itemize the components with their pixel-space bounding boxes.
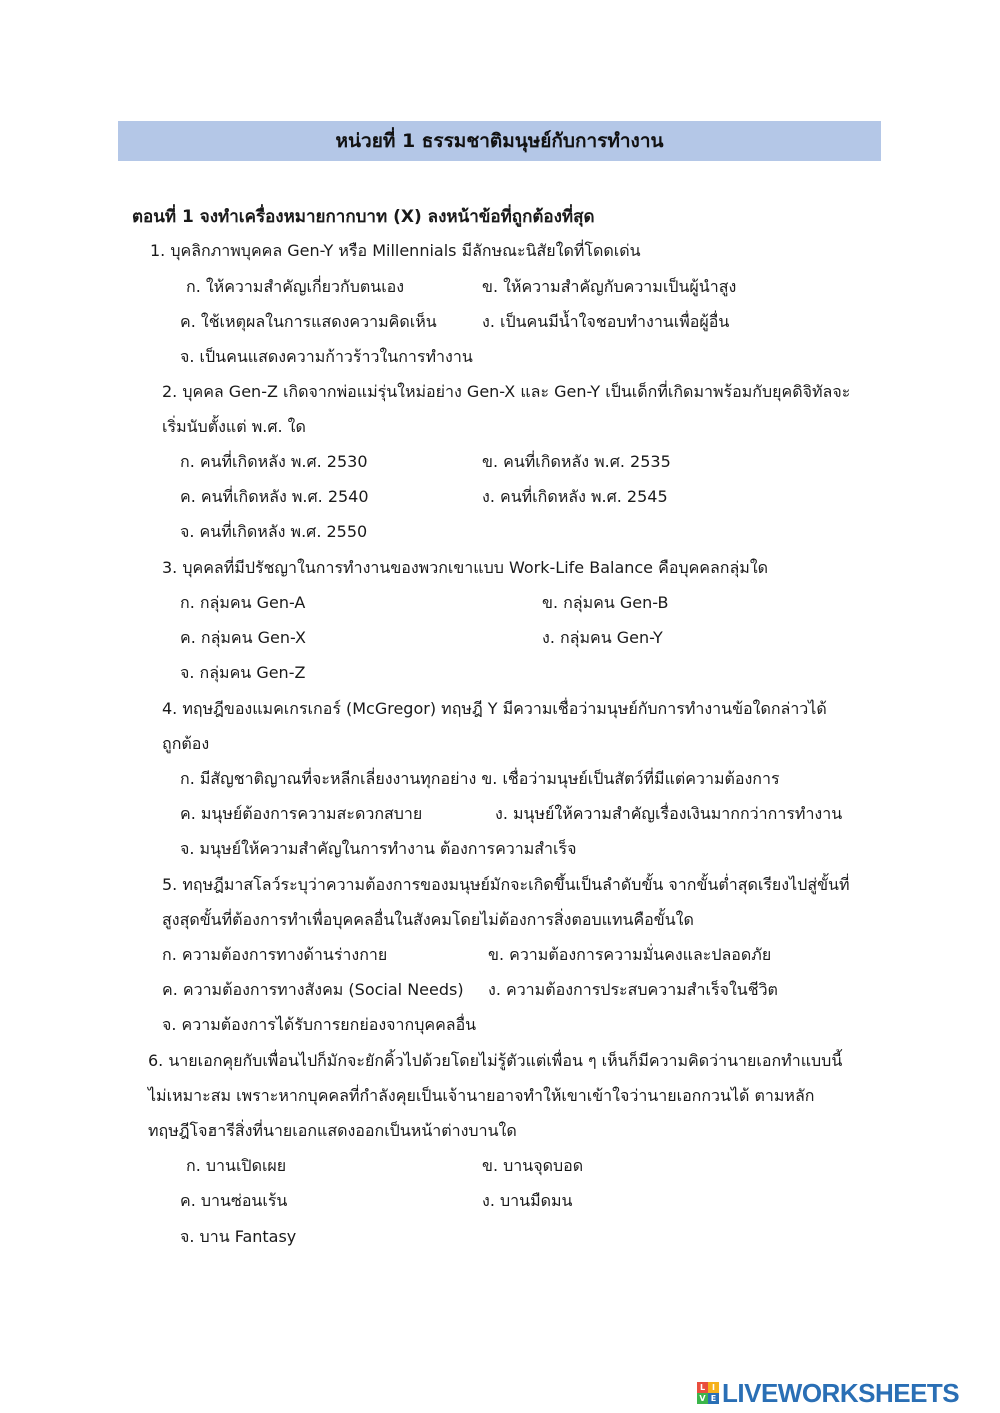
q3-option-b[interactable]: ข. กลุ่มคน Gen-B [542,593,669,612]
q1-option-d[interactable]: ง. เป็นคนมีน้ำใจชอบทำงานเพื่อผู้อื่น [482,312,730,331]
q1-option-b[interactable]: ข. ให้ความสำคัญกับความเป็นผู้นำสูง [482,277,737,296]
q4-option-a-b[interactable]: ก. มีสัญชาติญาณที่จะหลีกเลี่ยงงานทุกอย่าง ข. เชื่อว่ามนุษย์เป็นสัตว์ที่มีแต่ความต้องการ [180,769,780,788]
question-6-line-3: ทฤษฎีโจฮารีสิ่งที่นายเอกแสดงออกเป็นหน้าต่างบานใด [148,1121,517,1140]
q2-option-c[interactable]: ค. คนที่เกิดหลัง พ.ศ. 2540 [180,487,369,506]
question-5-line-1: 5. ทฤษฎีมาสโลว์ระบุว่าความต้องการของมนุษย์มักจะเกิดขึ้นเป็นลำดับขั้น จากขั้นต่ำสุดเรียงไปสู่ขั้นที่ [162,875,850,894]
section-heading: ตอนที่ 1 จงทำเครื่องหมายกากบาท (X) ลงหน้าข้อที่ถูกต้องที่สุด [132,207,595,227]
question-2-line-1: 2. บุคคล Gen-Z เกิดจากพ่อแม่รุ่นใหม่อย่าง Gen-X และ Gen-Y เป็นเด็กที่เกิดมาพร้อมกับยุคดิจิทัลจะ [162,382,851,401]
q2-option-d[interactable]: ง. คนที่เกิดหลัง พ.ศ. 2545 [482,487,668,506]
q6-option-b[interactable]: ข. บานจุดบอด [482,1156,584,1175]
q2-option-a[interactable]: ก. คนที่เกิดหลัง พ.ศ. 2530 [180,452,368,471]
q5-option-a[interactable]: ก. ความต้องการทางด้านร่างกาย [162,945,388,964]
logo-mark-l: L [697,1382,708,1393]
q1-option-e[interactable]: จ. เป็นคนแสดงความก้าวร้าวในการทำงาน [180,347,473,366]
q3-option-d[interactable]: ง. กลุ่มคน Gen-Y [542,628,663,647]
q6-option-d[interactable]: ง. บานมืดมน [482,1191,573,1210]
question-1: 1. บุคลิกภาพบุคคล Gen-Y หรือ Millennials มีลักษณะนิสัยใดที่โดดเด่น [150,241,641,260]
liveworksheets-logo [697,1378,959,1408]
q3-option-e[interactable]: จ. กลุ่มคน Gen-Z [180,663,306,682]
q5-option-d[interactable]: ง. ความต้องการประสบความสำเร็จในชีวิต [488,980,778,999]
q2-option-b[interactable]: ข. คนที่เกิดหลัง พ.ศ. 2535 [482,452,671,471]
q6-option-c[interactable]: ค. บานซ่อนเร้น [180,1191,288,1210]
question-4-line-2: ถูกต้อง [162,734,210,753]
q4-option-e[interactable]: จ. มนุษย์ให้ความสำคัญในการทำงาน ต้องการความสำเร็จ [180,839,577,858]
page-title: หน่วยที่ 1 ธรรมชาติมนุษย์กับการทำงาน [335,130,664,152]
q1-option-c[interactable]: ค. ใช้เหตุผลในการแสดงความคิดเห็น [180,312,437,331]
q5-option-b[interactable]: ข. ความต้องการความมั่นคงและปลอดภัย [488,945,772,964]
q1-option-a[interactable]: ก. ให้ความสำคัญเกี่ยวกับตนเอง [186,277,405,296]
logo-mark-e: E [708,1393,719,1404]
logo-mark-i: I [708,1382,719,1393]
question-6-line-1: 6. นายเอกคุยกับเพื่อนไปก็มักจะยักคิ้วไปด้วยโดยไม่รู้ตัวแต่เพื่อน ๆ เห็นก็มีความคิดว่านายเอกทำแบบนี้ [148,1051,843,1070]
q3-option-a[interactable]: ก. กลุ่มคน Gen-A [180,593,306,612]
question-2-line-2: เริ่มนับตั้งแต่ พ.ศ. ใด [162,417,306,436]
logo-mark-icon [697,1382,719,1404]
q5-option-c[interactable]: ค. ความต้องการทางสังคม (Social Needs) [162,980,464,999]
q3-option-c[interactable]: ค. กลุ่มคน Gen-X [180,628,306,647]
logo-mark-v: V [697,1393,708,1404]
q5-option-e[interactable]: จ. ความต้องการได้รับการยกย่องจากบุคคลอื่น [162,1015,477,1034]
q4-option-d[interactable]: ง. มนุษย์ให้ความสำคัญเรื่องเงินมากกว่าการทำงาน [495,804,843,823]
logo-text: LIVEWORKSHEETS [722,1377,960,1408]
question-5-line-2: สูงสุดขั้นที่ต้องการทำเพื่อบุคคลอื่นในสังคมโดยไม่ต้องการสิ่งตอบแทนคือขั้นใด [162,910,694,929]
title-bar [118,121,881,161]
q2-option-e[interactable]: จ. คนที่เกิดหลัง พ.ศ. 2550 [180,522,368,541]
question-3: 3. บุคคลที่มีปรัชญาในการทำงานของพวกเขาแบบ Work-Life Balance คือบุคคลกลุ่มใด [162,558,769,577]
q4-option-c[interactable]: ค. มนุษย์ต้องการความสะดวกสบาย [180,804,423,823]
q6-option-e[interactable]: จ. บาน Fantasy [180,1227,297,1246]
question-6-line-2: ไม่เหมาะสม เพราะหากบุคคลที่กำลังคุยเป็นเจ้านายอาจทำให้เขาเข้าใจว่านายเอกกวนได้ ตามหลัก [148,1086,815,1105]
q6-option-a[interactable]: ก. บานเปิดเผย [186,1156,287,1175]
question-4-line-1: 4. ทฤษฎีของแมคเกรเกอร์ (McGregor) ทฤษฎี Y มีความเชื่อว่ามนุษย์กับการทำงานข้อใดกล่าวได้ [162,699,827,718]
